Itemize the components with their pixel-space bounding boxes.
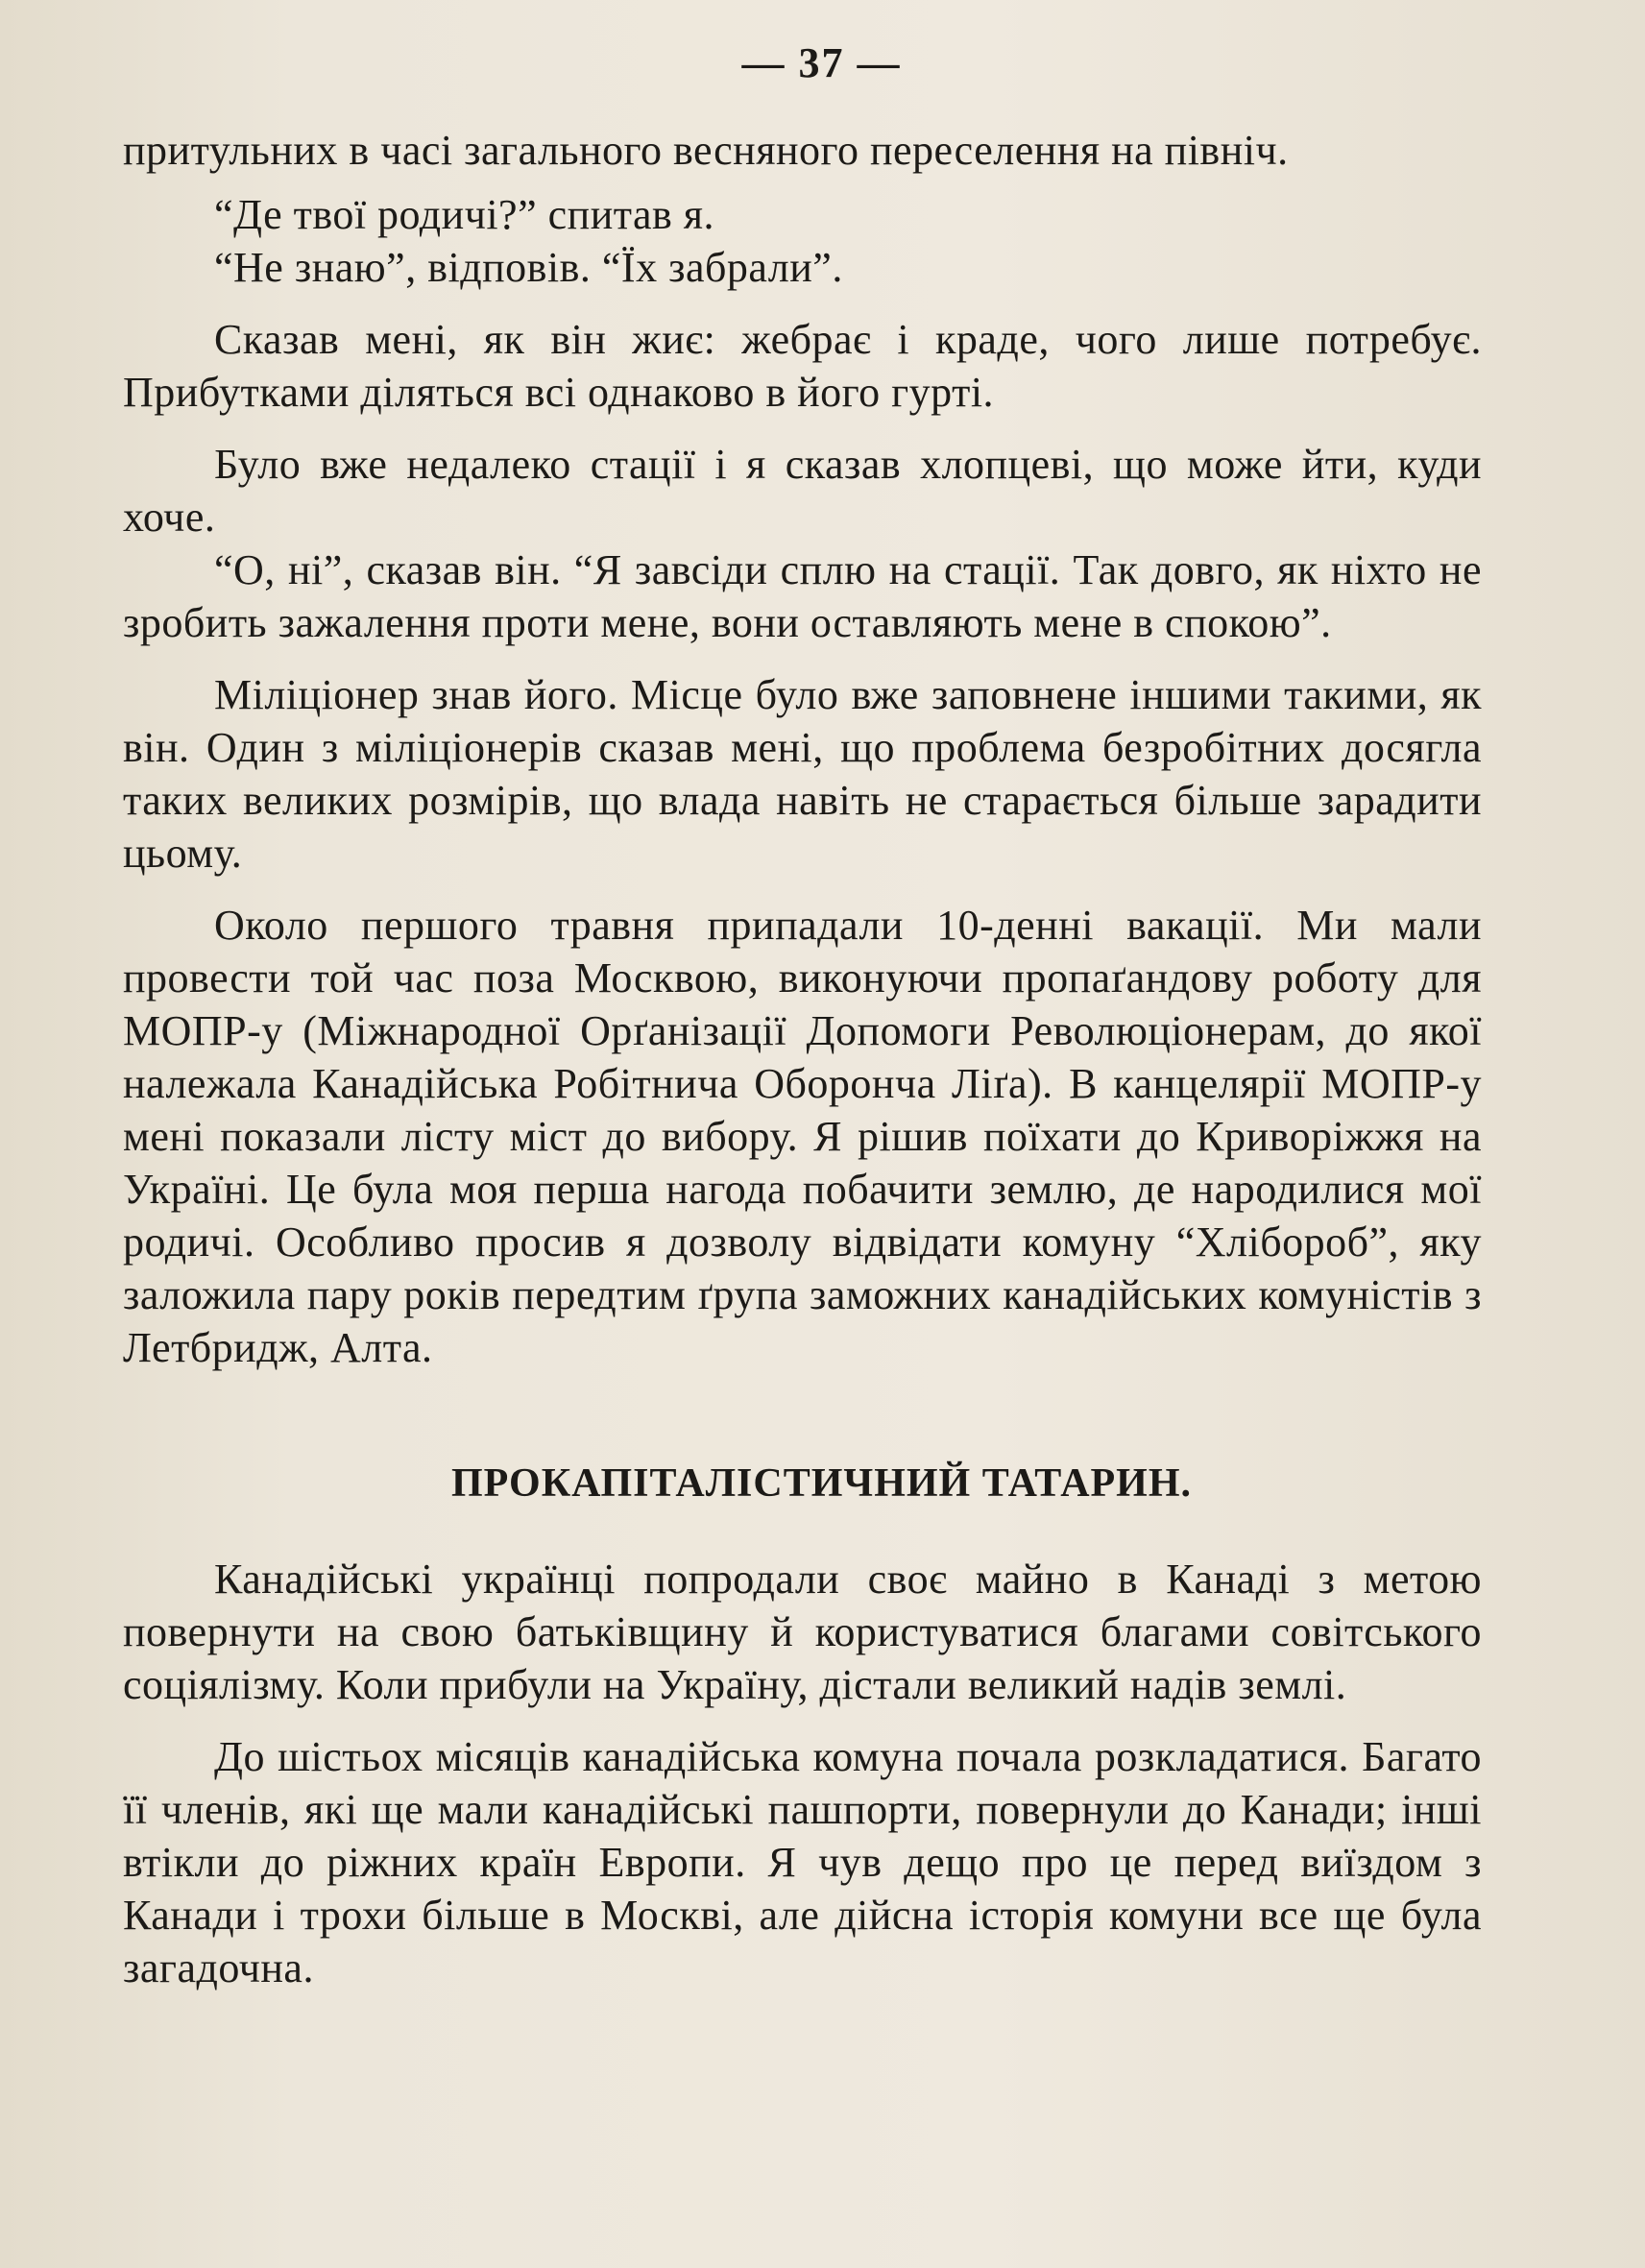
paragraph-6: “О, ні”, сказав він. “Я завсіди сплю на стації. Так довго, як ніхто не зробить зажалення проти мене, вони оставляють мене в спокою”.: [123, 546, 1482, 646]
paragraph-4: Сказав мені, як він жиє: жебрає і краде, чого лише потребує. Прибутками діляться всі однаково в його гурті.: [123, 316, 1482, 416]
page-number: — 37 —: [741, 39, 902, 86]
paragraph-3: “Не знаю”, відповів. “Їх забрали”.: [214, 244, 843, 291]
paragraph-8: Около першого травня припадали 10-денні вакації. Ми мали провести той час поза Москвою, виконуючи пропаґандову роботу для МОПР-у (Міжнародної Орґанізації Допомоги Революціонерам, до якої належала Канадійська Робітнича Оборонча Ліґа). В канцелярії МОПР-у мені показали лісту міст до вибору. Я рішив поїхати до Криворіжжя на Україні. Це була моя перша нагода побачити землю, де народилися мої родичі. Особливо просив я дозволу відвідати комуну “Хлібороб”, яку заложила пару років передтим ґрупа заможних канадійських комуністів з Летбридж, Алта.: [123, 902, 1482, 1371]
paragraph-1: притульних в часі загального весняного переселення на північ.: [123, 127, 1289, 174]
section-paragraph-1: Канадійські українці попродали своє майно в Канаді з метою повернути на свою батьківщину й користуватися благами совітського соціялізму. Коли прибули на Україну, дістали великий надів землі.: [123, 1556, 1482, 1708]
paragraph-2: “Де твої родичі?” спитав я.: [214, 191, 715, 238]
paragraph-5: Було вже недалеко стації і я сказав хлопцеві, що може йти, куди хоче.: [123, 441, 1482, 541]
section-heading: ПРОКАПІТАЛІСТИЧНИЙ ТАТАРИН.: [450, 1461, 1193, 1506]
section-paragraph-2: До шістьох місяців канадійська комуна почала розкладатися. Багато її членів, які ще мали канадійські пашпорти, повернули до Канади; інші втікли до ріжних країн Европи. Я чув дещо про це перед виїздом з Канади і трохи більше в Москві, але дійсна історія комуни все ще була загадочна.: [123, 1733, 1482, 1991]
paragraph-7: Міліціонер знав його. Місце було вже заповнене іншими такими, як він. Один з міліціонерів сказав мені, що проблема безробітних досягла таких великих розмірів, що влада навіть не старається більше зарадити цьому.: [123, 671, 1482, 877]
